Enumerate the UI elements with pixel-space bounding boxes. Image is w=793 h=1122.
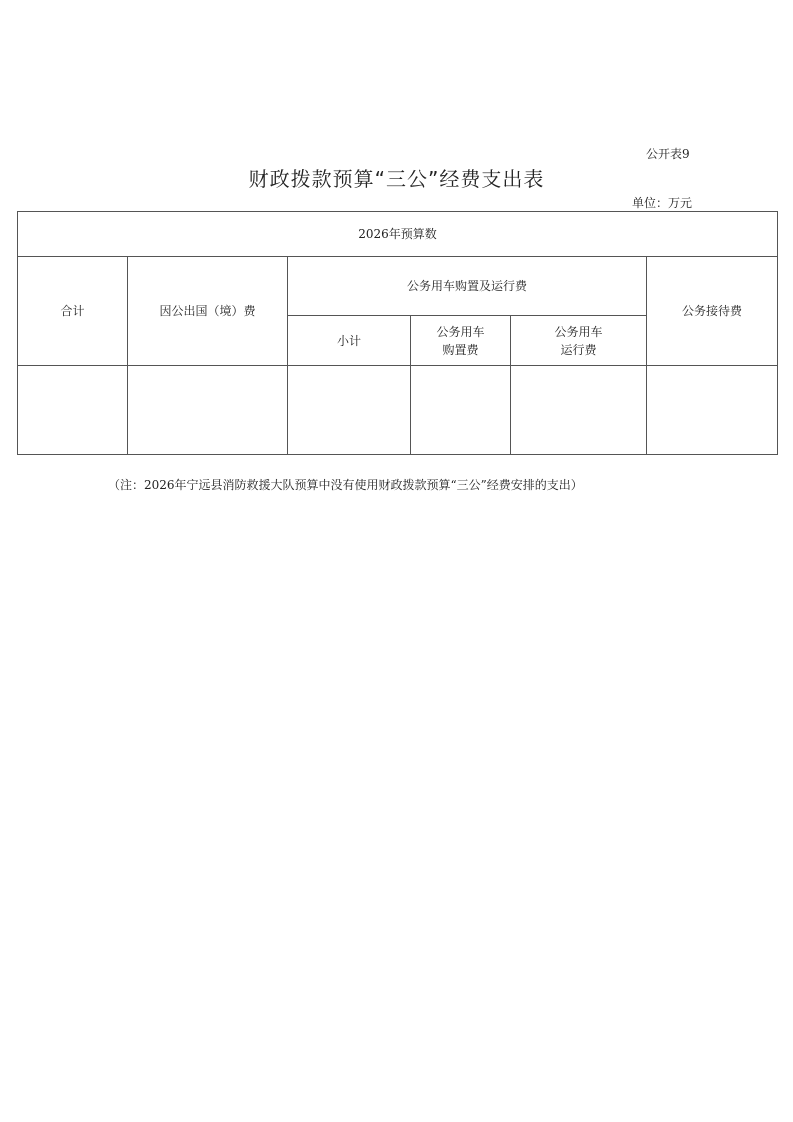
col-vehicle-group-header: 公务用车购置及运行费 — [288, 257, 647, 316]
col-vehicle-operation-header — [511, 316, 647, 366]
col-reception-header: 公务接待费 — [647, 257, 778, 366]
table-cell-vehicle-subtotal — [288, 366, 411, 455]
header-line: 购置费 — [442, 342, 479, 357]
table-cell-reception — [647, 366, 778, 455]
unit-label: 单位：万元 — [632, 196, 693, 210]
expenditure-table — [17, 211, 778, 455]
header-line: 运行费 — [560, 342, 597, 357]
table-row — [18, 366, 778, 455]
table-cell-vehicle-purchase — [411, 366, 511, 455]
page-title: 财政拨款预算“三公”经费支出表 — [248, 167, 545, 191]
col-vehicle-subtotal-header: 小计 — [288, 316, 411, 366]
table-cell-total — [18, 366, 128, 455]
footnote: （注：2026年宁远县消防救援大队预算中没有使用财政拨款预算“三公”经费安排的支出） — [108, 478, 583, 492]
col-vehicle-purchase-header — [411, 316, 511, 366]
table-number: 公开表9 — [646, 147, 690, 161]
header-line: 公务用车 — [554, 324, 603, 339]
table-cell-abroad — [128, 366, 288, 455]
col-total-header: 合计 — [18, 257, 128, 366]
table-header-row — [18, 257, 778, 316]
header-line: 公务用车 — [436, 324, 485, 339]
table-header-row — [18, 212, 778, 257]
table-cell-vehicle-operation — [511, 366, 647, 455]
col-abroad-header: 因公出国（境）费 — [128, 257, 288, 366]
budget-year-header: 2026年预算数 — [18, 212, 778, 257]
